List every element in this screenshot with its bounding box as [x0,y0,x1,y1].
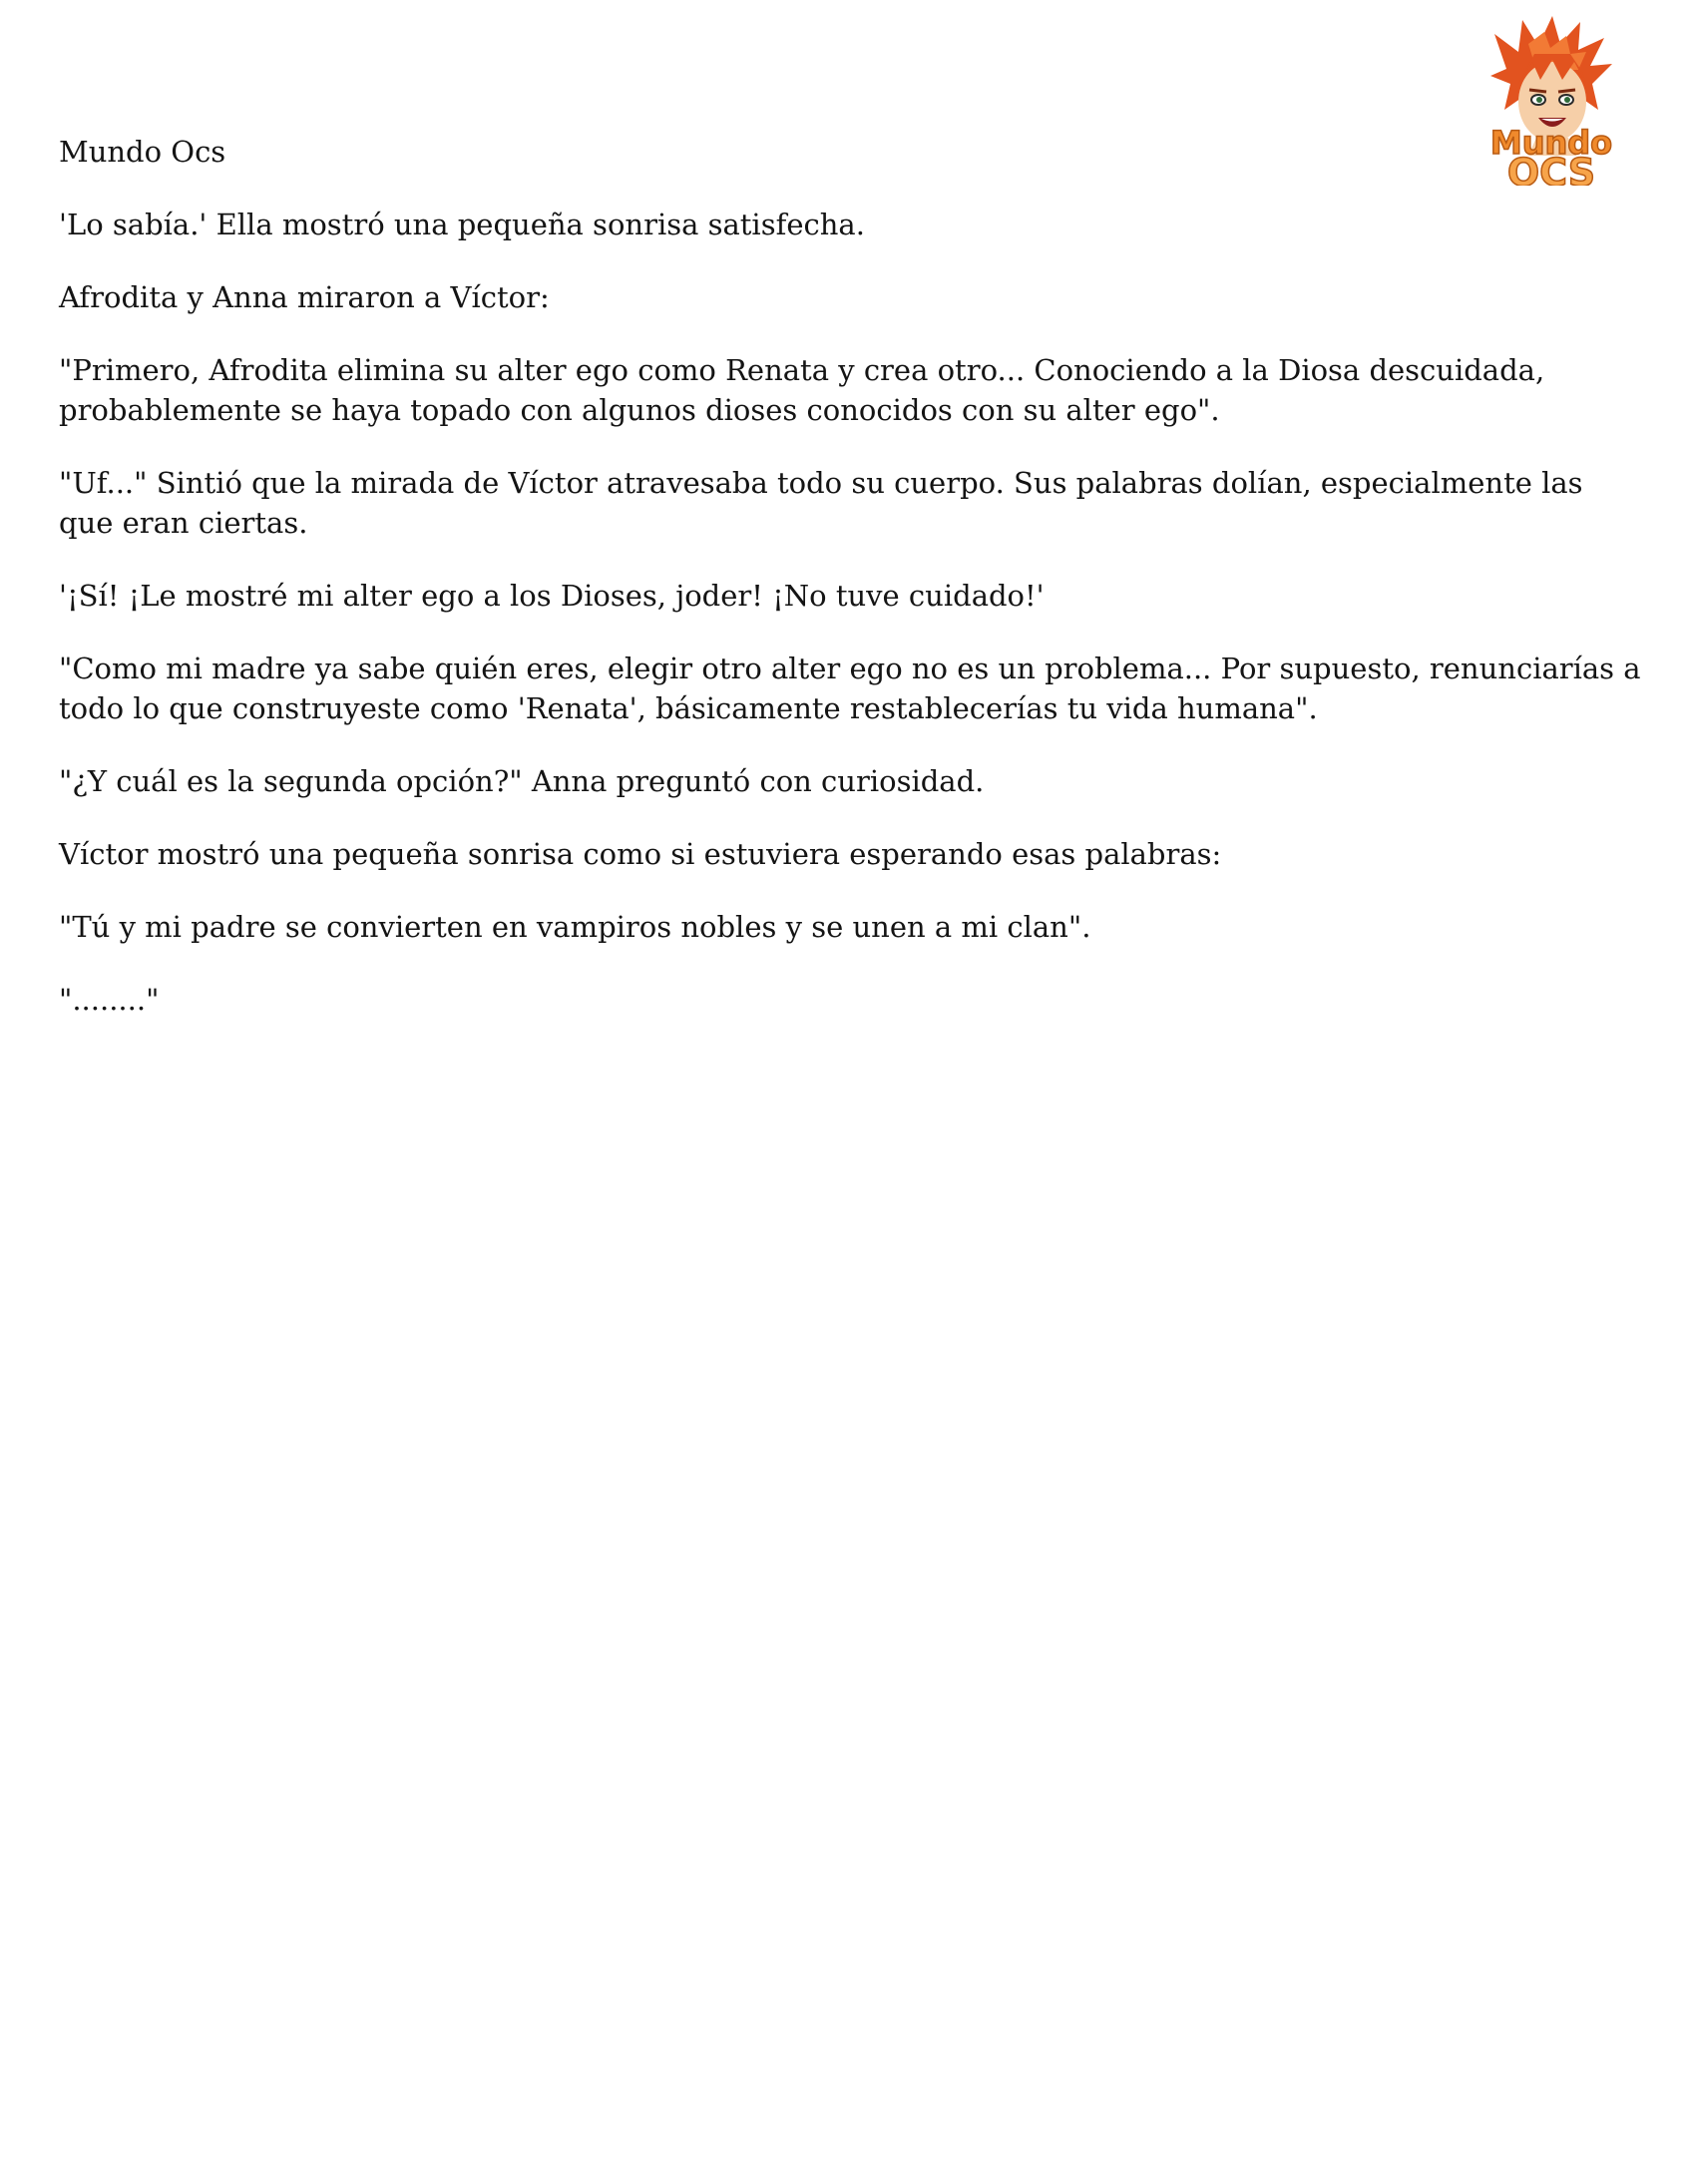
paragraph: "Primero, Afrodita elimina su alter ego como Renata y crea otro... Conociendo a la Diosa descuidada, probablemente se haya topado con algunos dioses conocidos con su alter ego". [59,353,1545,427]
paragraph: '¡Sí! ¡Le mostré mi alter ego a los Dioses, joder! ¡No tuve cuidado!' [59,579,1045,613]
site-name-header: Mundo Ocs [59,135,226,169]
logo-text-bottom: OCS [1506,151,1596,186]
paragraph: "Uf..." Sintió que la mirada de Víctor atravesaba todo su cuerpo. Sus palabras dolían, especialmente las que eran ciertas. [59,466,1583,540]
paragraph: Víctor mostró una pequeña sonrisa como si estuviera esperando esas palabras: [59,837,1222,871]
paragraph: "Como mi madre ya sabe quién eres, elegir otro alter ego no es un problema... Por supuesto, renunciarías a todo lo que construyeste como 'Renata', básicamente restablecerías tu vida humana". [59,652,1641,725]
paragraph: "¿Y cuál es la segunda opción?" Anna preguntó con curiosidad. [59,764,985,798]
document-body [59,132,1645,1053]
paragraph: "........" [59,983,160,1017]
paragraph: Afrodita y Anna miraron a Víctor: [59,280,550,314]
paragraph: "Tú y mi padre se convierten en vampiros nobles y se unen a mi clan". [59,910,1091,944]
paragraph: 'Lo sabía.' Ella mostró una pequeña sonrisa satisfecha. [59,208,865,241]
logo-text-top: Mundo [1489,124,1613,162]
